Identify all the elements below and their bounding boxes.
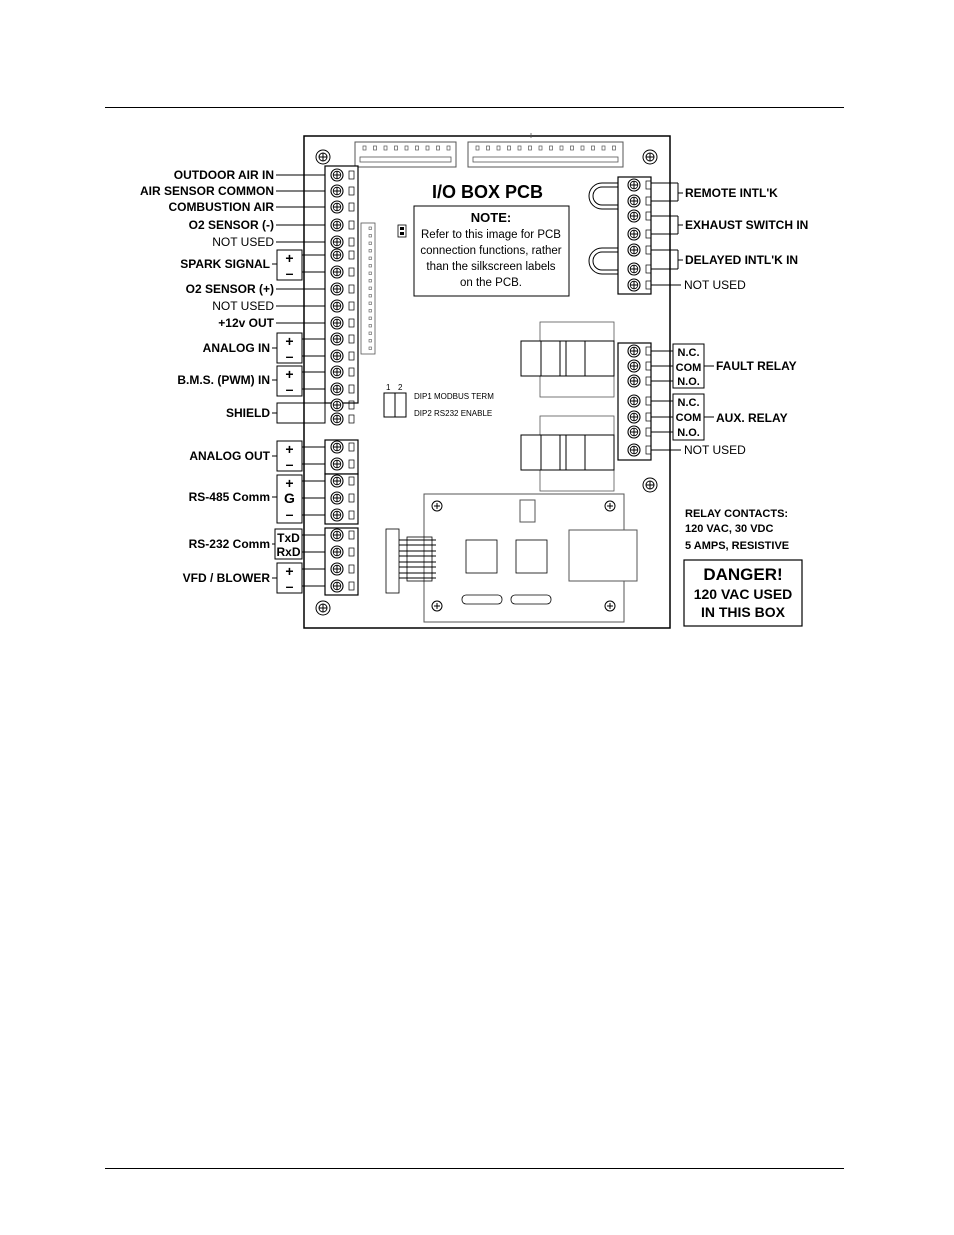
analog-out-minus: –: [285, 456, 294, 472]
dip-num-2: 2: [398, 383, 403, 392]
terminal-screw-icon: [331, 546, 343, 558]
terminal-screw-icon: [331, 283, 343, 295]
label-bms-pwm-in: B.M.S. (PWM) IN: [177, 373, 270, 387]
label-12v-out: +12v OUT: [218, 316, 274, 330]
aux-no: N.O.: [677, 427, 700, 439]
label-not-used-top: NOT USED: [684, 278, 746, 292]
terminal-screw-icon: [331, 441, 343, 453]
terminal-screw-icon: [331, 492, 343, 504]
label-o2-sensor-neg: O2 SENSOR (-): [188, 218, 274, 232]
label-air-sensor-common: AIR SENSOR COMMON: [139, 184, 274, 198]
rs485-g: G: [284, 490, 295, 506]
label-remote-intlk: REMOTE INTL'K: [685, 186, 778, 200]
terminal-screw-icon: [628, 395, 640, 407]
label-analog-out: ANALOG OUT: [189, 449, 270, 463]
label-not-used-bottom: NOT USED: [684, 443, 746, 457]
terminal-screw-icon: [331, 366, 343, 378]
spark-plus: +: [285, 250, 294, 266]
terminal-screw-icon: [628, 375, 640, 387]
relay-contacts-voltage: 120 VAC, 30 VDC: [685, 523, 774, 535]
label-aux-relay: AUX. RELAY: [716, 411, 788, 425]
terminal-screw-icon: [628, 210, 640, 222]
rs232-rxd: RxD: [276, 545, 301, 559]
vfd-plus: +: [285, 563, 294, 579]
bms-plus: +: [285, 366, 294, 382]
terminal-screw-icon: [628, 360, 640, 372]
bms-minus: –: [285, 381, 294, 397]
aux-com: COM: [675, 412, 702, 424]
terminal-screw-icon: [628, 345, 640, 357]
dip1-label: DIP1 MODBUS TERM: [414, 392, 494, 401]
terminal-screw-icon: [331, 458, 343, 470]
rs485-minus: –: [285, 506, 294, 522]
label-combustion-air: COMBUSTION AIR: [168, 200, 274, 214]
terminal-screw-icon: [628, 195, 640, 207]
analog-in-minus: –: [285, 348, 294, 364]
label-outdoor-air-in: OUTDOOR AIR IN: [173, 168, 274, 182]
terminal-screw-icon: [331, 475, 343, 487]
top-connector-right: [468, 142, 623, 167]
label-exhaust-switch-in: EXHAUST SWITCH IN: [685, 218, 809, 232]
terminal-screw-icon: [331, 383, 343, 395]
terminal-screw-icon: [331, 236, 343, 248]
note-heading: NOTE:: [470, 210, 512, 225]
note-line-4: on the PCB.: [459, 277, 523, 289]
note-line-3: than the silkscreen labels: [426, 261, 556, 273]
label-vfd-blower: VFD / BLOWER: [182, 571, 270, 585]
terminal-screw-icon: [628, 228, 640, 240]
spark-minus: –: [285, 265, 294, 281]
pin-header-strip: [361, 223, 375, 354]
terminal-screw-icon: [331, 350, 343, 362]
rs232-txd: TxD: [277, 531, 300, 545]
terminal-screw-icon: [331, 219, 343, 231]
relay-contacts-current: 5 AMPS, RESISTIVE: [685, 540, 790, 552]
terminal-screw-icon: [331, 563, 343, 575]
terminal-screw-icon: [628, 244, 640, 256]
dip2-label: DIP2 RS232 ENABLE: [414, 409, 493, 418]
aux-nc: N.C.: [677, 397, 700, 409]
terminal-screw-icon: [628, 444, 640, 456]
fault-nc: N.C.: [677, 347, 700, 359]
label-rs485-comm: RS-485 Comm: [188, 490, 270, 504]
terminal-screw-icon: [331, 201, 343, 213]
analog-out-plus: +: [285, 441, 294, 457]
terminal-screw-icon: [331, 169, 343, 181]
terminal-screw-icon: [331, 529, 343, 541]
label-spark-signal: SPARK SIGNAL: [180, 257, 270, 271]
vfd-minus: –: [285, 578, 294, 594]
danger-line-1: 120 VAC USED: [693, 586, 793, 602]
terminal-screw-icon: [628, 279, 640, 291]
label-not-used-1: NOT USED: [212, 235, 274, 249]
danger-line-2: IN THIS BOX: [700, 604, 786, 620]
board-title: I/O BOX PCB: [432, 182, 544, 202]
terminal-screw-icon: [331, 300, 343, 312]
terminal-screw-icon: [331, 509, 343, 521]
rs485-plus: +: [285, 475, 294, 491]
terminal-screw-icon: [331, 333, 343, 345]
jumper-icon: [398, 225, 406, 237]
terminal-screw-icon: [331, 249, 343, 261]
terminal-screw-icon: [628, 411, 640, 423]
note-line-2: connection functions, rather: [420, 245, 562, 257]
terminal-screw-icon: [628, 179, 640, 191]
relay-contacts-heading: RELAY CONTACTS:: [685, 508, 789, 520]
label-o2-sensor-pos: O2 SENSOR (+): [185, 282, 274, 296]
terminal-screw-icon: [628, 263, 640, 275]
label-fault-relay: FAULT RELAY: [716, 359, 797, 373]
note-line-1: Refer to this image for PCB: [421, 229, 561, 241]
analog-in-plus: +: [285, 333, 294, 349]
label-delayed-intlk-in: DELAYED INTL'K IN: [685, 253, 799, 267]
fault-com: COM: [675, 362, 702, 374]
terminal-screw-icon: [331, 317, 343, 329]
label-not-used-2: NOT USED: [212, 299, 274, 313]
label-analog-in: ANALOG IN: [202, 341, 270, 355]
label-shield: SHIELD: [225, 406, 270, 420]
communication-daughter-board: [386, 494, 637, 622]
terminal-screw-icon: [331, 399, 343, 411]
terminal-screw-icon: [331, 266, 343, 278]
terminal-screw-icon: [331, 185, 343, 197]
dip-num-1: 1: [386, 383, 391, 392]
label-rs232-comm: RS-232 Comm: [188, 537, 270, 551]
fault-no: N.O.: [677, 376, 700, 388]
terminal-screw-icon: [628, 426, 640, 438]
terminal-screw-icon: [331, 580, 343, 592]
danger-heading: DANGER!: [703, 565, 783, 584]
terminal-screw-icon: [331, 413, 343, 425]
